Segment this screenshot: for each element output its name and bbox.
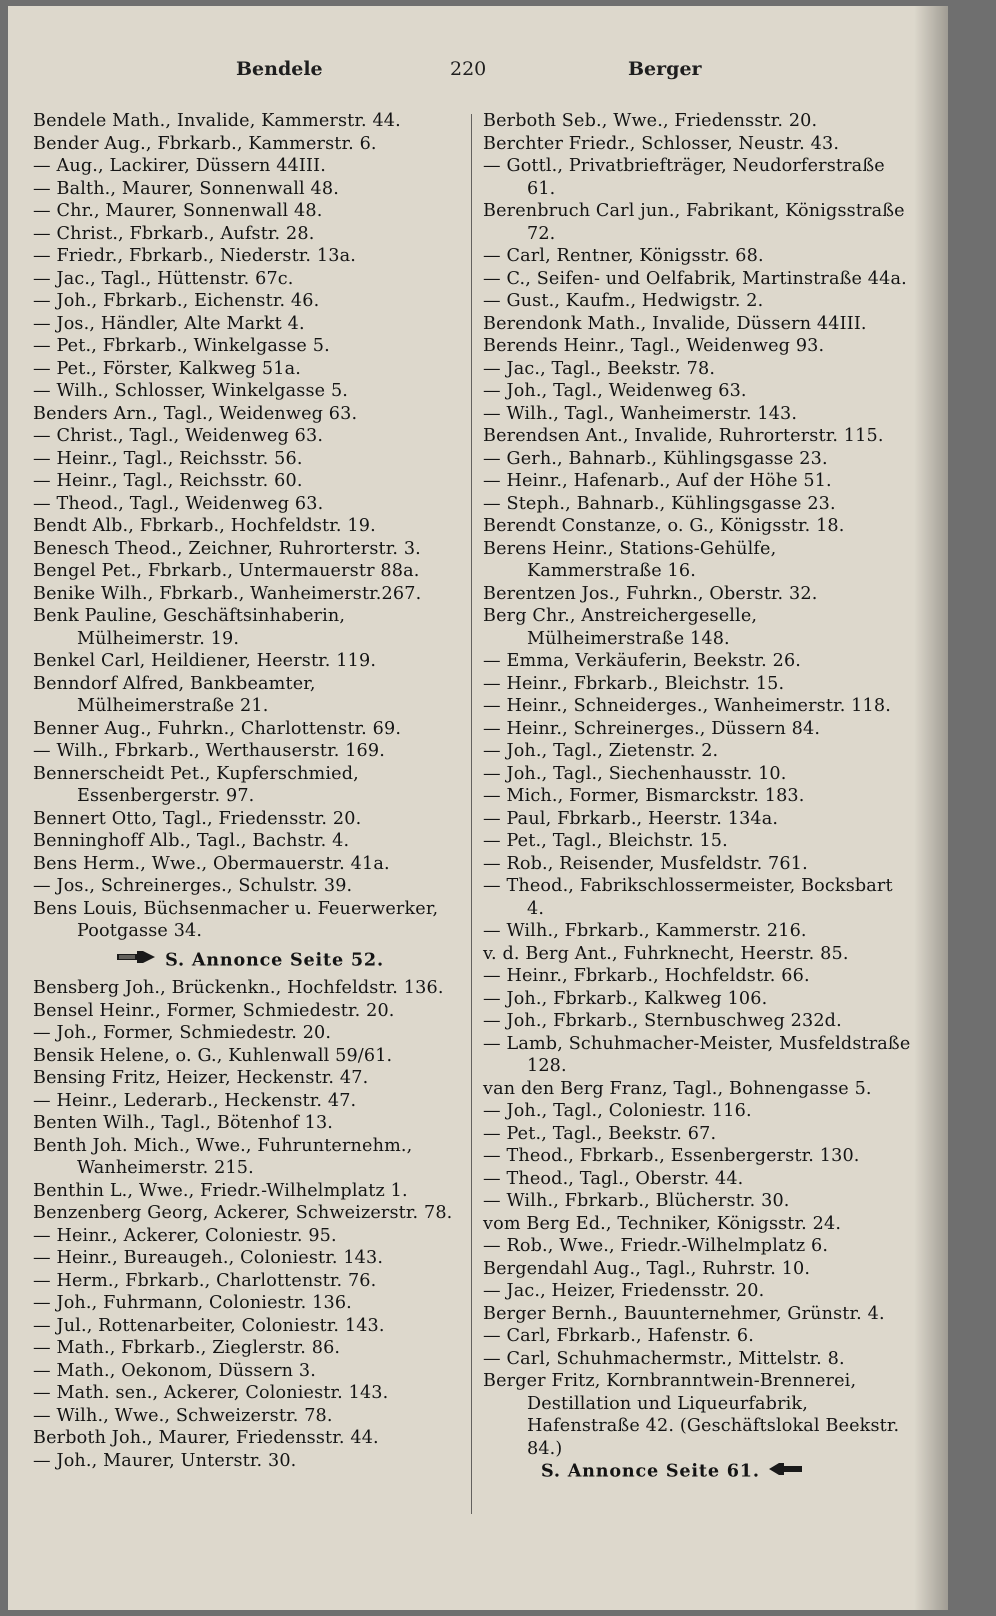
directory-entry: — Heinr., Bureaugeh., Coloniestr. 143. [33,1248,384,1269]
directory-entry: — Heinr., Hafenarb., Auf der Höhe 51. [483,471,832,491]
directory-entry: — Christ., Fbrkarb., Aufstr. 28. [33,223,315,244]
directory-entry: — Pet., Fbrkarb., Winkelgasse 5. [33,336,330,356]
left-annonce-line [33,949,458,972]
directory-entry: — Wilh., Fbrkarb., Blücherstr. 30. [483,1191,790,1211]
directory-page [8,6,948,1610]
directory-entry: — Friedr., Fbrkarb., Niederstr. 13a. [33,246,356,266]
directory-entry: Benner Aug., Fuhrkn., Charlottenstr. 69. [33,718,402,739]
directory-entry: — Joh., Tagl., Zietenstr. 2. [483,741,719,761]
left-entries [33,110,458,943]
page-number: 220 [450,58,487,80]
directory-entry: Berens Heinr., Stations-Gehülfe, Kammerstraße 16. [483,538,777,581]
directory-entry: — Carl, Schuhmachermstr., Mittelstr. 8. [483,1348,845,1369]
directory-entry: — Jos., Schreinerges., Schulstr. 39. [33,876,353,896]
directory-entry: Benkel Carl, Heildiener, Heerstr. 119. [33,651,377,671]
directory-entry: — Heinr., Schreinerges., Düssern 84. [483,718,821,739]
directory-entry: Berendt Constanze, o. G., Königsstr. 18. [483,516,845,536]
right-entries [483,110,913,1460]
directory-entry: — Wilh., Fbrkarb., Kammerstr. 216. [483,921,807,941]
directory-entry: Berger Fritz, Kornbranntwein-Brennerei, Destillation und Liqueurfabrik, Hafenstraße 42. (Geschäftslokal Beekstr. 84.) [483,1371,900,1459]
directory-entry: Bendt Alb., Fbrkarb., Hochfeldstr. 19. [33,516,376,536]
directory-entry: — Heinr., Fbrkarb., Bleichstr. 15. [483,673,785,694]
directory-entry: — Math., Fbrkarb., Zieglerstr. 86. [33,1338,341,1359]
directory-entry: — Theod., Fabrikschlossermeister, Bocksbart 4. [483,876,893,919]
directory-entry: — Jac., Tagl., Hüttenstr. 67c. [33,268,294,289]
header-right-keyword: Berger [628,58,702,80]
directory-entry: — Joh., Tagl., Siechenhausstr. 10. [483,763,787,784]
directory-entry: — Gottl., Privatbriefträger, Neudorferstraße 61. [483,156,885,199]
directory-entry: — Heinr., Tagl., Reichsstr. 60. [33,471,303,491]
directory-entry: — Pet., Tagl., Bleichstr. 15. [483,831,728,851]
directory-entry: — Theod., Tagl., Oberstr. 44. [483,1168,744,1189]
directory-entry: — Wilh., Schlosser, Winkelgasse 5. [33,381,349,401]
directory-entry: Bensik Helene, o. G., Kuhlenwall 59/61. [33,1045,393,1066]
pointing-hand-icon [115,949,157,972]
directory-entry: Benninghoff Alb., Tagl., Bachstr. 4. [33,831,350,851]
directory-entry: — Heinr., Lederarb., Heckenstr. 47. [33,1090,357,1111]
directory-entry: Bennerscheidt Pet., Kupferschmied, Essenbergerstr. 97. [33,763,359,806]
directory-entry: — Paul, Fbrkarb., Heerstr. 134a. [483,808,779,829]
directory-entry: — Carl, Fbrkarb., Hafenstr. 6. [483,1326,754,1346]
pointing-hand-icon [768,1460,804,1483]
directory-entry: — Rob., Wwe., Friedr.-Wilhelmplatz 6. [483,1236,829,1256]
directory-entry: — Heinr., Ackerer, Coloniestr. 95. [33,1225,337,1246]
directory-entry: — Theod., Tagl., Weidenweg 63. [33,493,324,514]
header-left-keyword: Bendele [236,58,323,80]
directory-entry: v. d. Berg Ant., Fuhrknecht, Heerstr. 85. [483,943,849,964]
right-column [483,110,913,1489]
directory-entry: Berboth Joh., Maurer, Friedensstr. 44. [33,1428,379,1449]
directory-entry: Benten Wilh., Tagl., Bötenhof 13. [33,1113,334,1134]
left-entries-continued [33,977,458,1472]
directory-entry: — Heinr., Tagl., Reichsstr. 56. [33,448,303,469]
directory-entry: — Heinr., Schneiderges., Wanheimerstr. 118. [483,696,891,716]
directory-entry: — Math., Oekonom, Düssern 3. [33,1360,316,1381]
directory-entry: Benike Wilh., Fbrkarb., Wanheimerstr.267. [33,583,422,604]
directory-entry: — Chr., Maurer, Sonnenwall 48. [33,201,323,221]
directory-entry: — Jac., Heizer, Friedensstr. 20. [483,1281,765,1301]
directory-entry: — Herm., Fbrkarb., Charlottenstr. 76. [33,1270,377,1291]
directory-entry: Bens Herm., Wwe., Obermauerstr. 41a. [33,853,390,874]
directory-entry: — Joh., Tagl., Coloniestr. 116. [483,1101,752,1121]
directory-entry: Benzenberg Georg, Ackerer, Schweizerstr. 78. [33,1203,453,1224]
directory-entry: — Joh., Fuhrmann, Coloniestr. 136. [33,1293,352,1314]
directory-entry: — Theod., Fbrkarb., Essenbergerstr. 130. [483,1146,860,1166]
directory-entry: — Gerh., Bahnarb., Kühlingsgasse 23. [483,448,828,469]
directory-entry: — Gust., Kaufm., Hedwigstr. 2. [483,291,764,311]
directory-entry: — Jul., Rottenarbeiter, Coloniestr. 143. [33,1315,385,1336]
directory-entry: Berboth Seb., Wwe., Friedensstr. 20. [483,111,818,131]
directory-entry: Bensel Heinr., Former, Schmiedestr. 20. [33,1000,395,1021]
directory-entry: — Joh., Fbrkarb., Sternbuschweg 232d. [483,1011,842,1031]
directory-entry: — Carl, Rentner, Königsstr. 68. [483,246,764,266]
directory-entry: — Joh., Fbrkarb., Kalkweg 106. [483,988,768,1009]
directory-entry: Berentzen Jos., Fuhrkn., Oberstr. 32. [483,583,818,604]
directory-entry: — Jac., Tagl., Beekstr. 78. [483,358,716,379]
directory-entry: — Emma, Verkäuferin, Beekstr. 26. [483,651,802,671]
left-annonce-text: S. Annonce Seite 52. [165,948,384,970]
directory-entry: Benk Pauline, Geschäftsinhaberin, Mülheimerstr. 19. [33,606,346,649]
directory-entry: — Rob., Reisender, Musfeldstr. 761. [483,853,808,874]
directory-entry: Benders Arn., Tagl., Weidenweg 63. [33,403,358,424]
left-column [33,110,458,1472]
directory-entry: — Balth., Maurer, Sonnenwall 48. [33,178,339,199]
directory-entry: — Pet., Tagl., Beekstr. 67. [483,1123,717,1144]
directory-entry: Bens Louis, Büchsenmacher u. Feuerwerker, Pootgasse 34. [33,898,439,941]
directory-entry: Bennert Otto, Tagl., Friedensstr. 20. [33,808,362,829]
running-header [8,58,948,88]
directory-entry: Bendele Math., Invalide, Kammerstr. 44. [33,111,401,131]
directory-entry: Berg Chr., Anstreichergeselle, Mülheimerstraße 148. [483,606,758,649]
directory-entry: — Wilh., Fbrkarb., Werthauserstr. 169. [33,741,385,761]
directory-entry: Benesch Theod., Zeichner, Ruhrorterstr. 3. [33,538,421,559]
directory-entry: — Wilh., Tagl., Wanheimerstr. 143. [483,403,798,424]
directory-entry: Berchter Friedr., Schlosser, Neustr. 43. [483,133,840,154]
directory-entry: Bengel Pet., Fbrkarb., Untermauerstr 88a. [33,561,420,581]
directory-entry: — Joh., Maurer, Unterstr. 30. [33,1450,297,1471]
directory-entry: Bensberg Joh., Brückenkn., Hochfeldstr. 136. [33,978,444,999]
directory-entry: Bender Aug., Fbrkarb., Kammerstr. 6. [33,133,377,154]
directory-entry: Benth Joh. Mich., Wwe., Fuhrunternehm., Wanheimerstr. 215. [33,1135,413,1179]
directory-entry: — Wilh., Wwe., Schweizerstr. 78. [33,1405,333,1426]
directory-entry: — Jos., Händler, Alte Markt 4. [33,313,305,334]
right-annonce-text: S. Annonce Seite 61. [541,1460,760,1482]
directory-entry: — Mich., Former, Bismarckstr. 183. [483,786,805,806]
directory-entry: Bergendahl Aug., Tagl., Ruhrstr. 10. [483,1258,811,1279]
column-divider [471,114,472,1514]
right-annonce-line [483,1460,913,1483]
directory-entry: — Pet., Förster, Kalkweg 51a. [33,358,301,379]
directory-entry: — Heinr., Fbrkarb., Hochfeldstr. 66. [483,966,810,986]
directory-entry: Berenbruch Carl jun., Fabrikant, Königsstraße 72. [483,201,905,244]
directory-entry: — Lamb, Schuhmacher-Meister, Musfeldstraße 128. [483,1033,911,1076]
directory-entry: — Joh., Former, Schmiedestr. 20. [33,1023,332,1044]
directory-entry: Berger Bernh., Bauunternehmer, Grünstr. 4. [483,1303,885,1324]
directory-entry: Benthin L., Wwe., Friedr.-Wilhelmplatz 1. [33,1180,408,1201]
directory-entry: — C., Seifen- und Oelfabrik, Martinstraße 44a. [483,268,907,289]
directory-entry: Berendonk Math., Invalide, Düssern 44III. [483,313,867,334]
directory-entry: Bensing Fritz, Heizer, Heckenstr. 47. [33,1068,369,1089]
page-edge-shadow [914,6,948,1610]
directory-entry: Berendsen Ant., Invalide, Ruhrorterstr. 115. [483,426,884,446]
directory-entry: van den Berg Franz, Tagl., Bohnengasse 5. [483,1078,872,1099]
directory-entry: — Math. sen., Ackerer, Coloniestr. 143. [33,1383,389,1404]
directory-entry: — Aug., Lackirer, Düssern 44III. [33,156,326,176]
directory-entry: — Joh., Fbrkarb., Eichenstr. 46. [33,291,320,311]
directory-entry: — Steph., Bahnarb., Kühlingsgasse 23. [483,493,836,514]
directory-entry: — Christ., Tagl., Weidenweg 63. [33,426,324,446]
directory-entry: Berends Heinr., Tagl., Weidenweg 93. [483,336,825,356]
directory-entry: vom Berg Ed., Techniker, Königsstr. 24. [483,1213,842,1234]
directory-entry: — Joh., Tagl., Weidenweg 63. [483,381,747,401]
directory-entry: Benndorf Alfred, Bankbeamter, Mülheimerstraße 21. [33,673,316,716]
